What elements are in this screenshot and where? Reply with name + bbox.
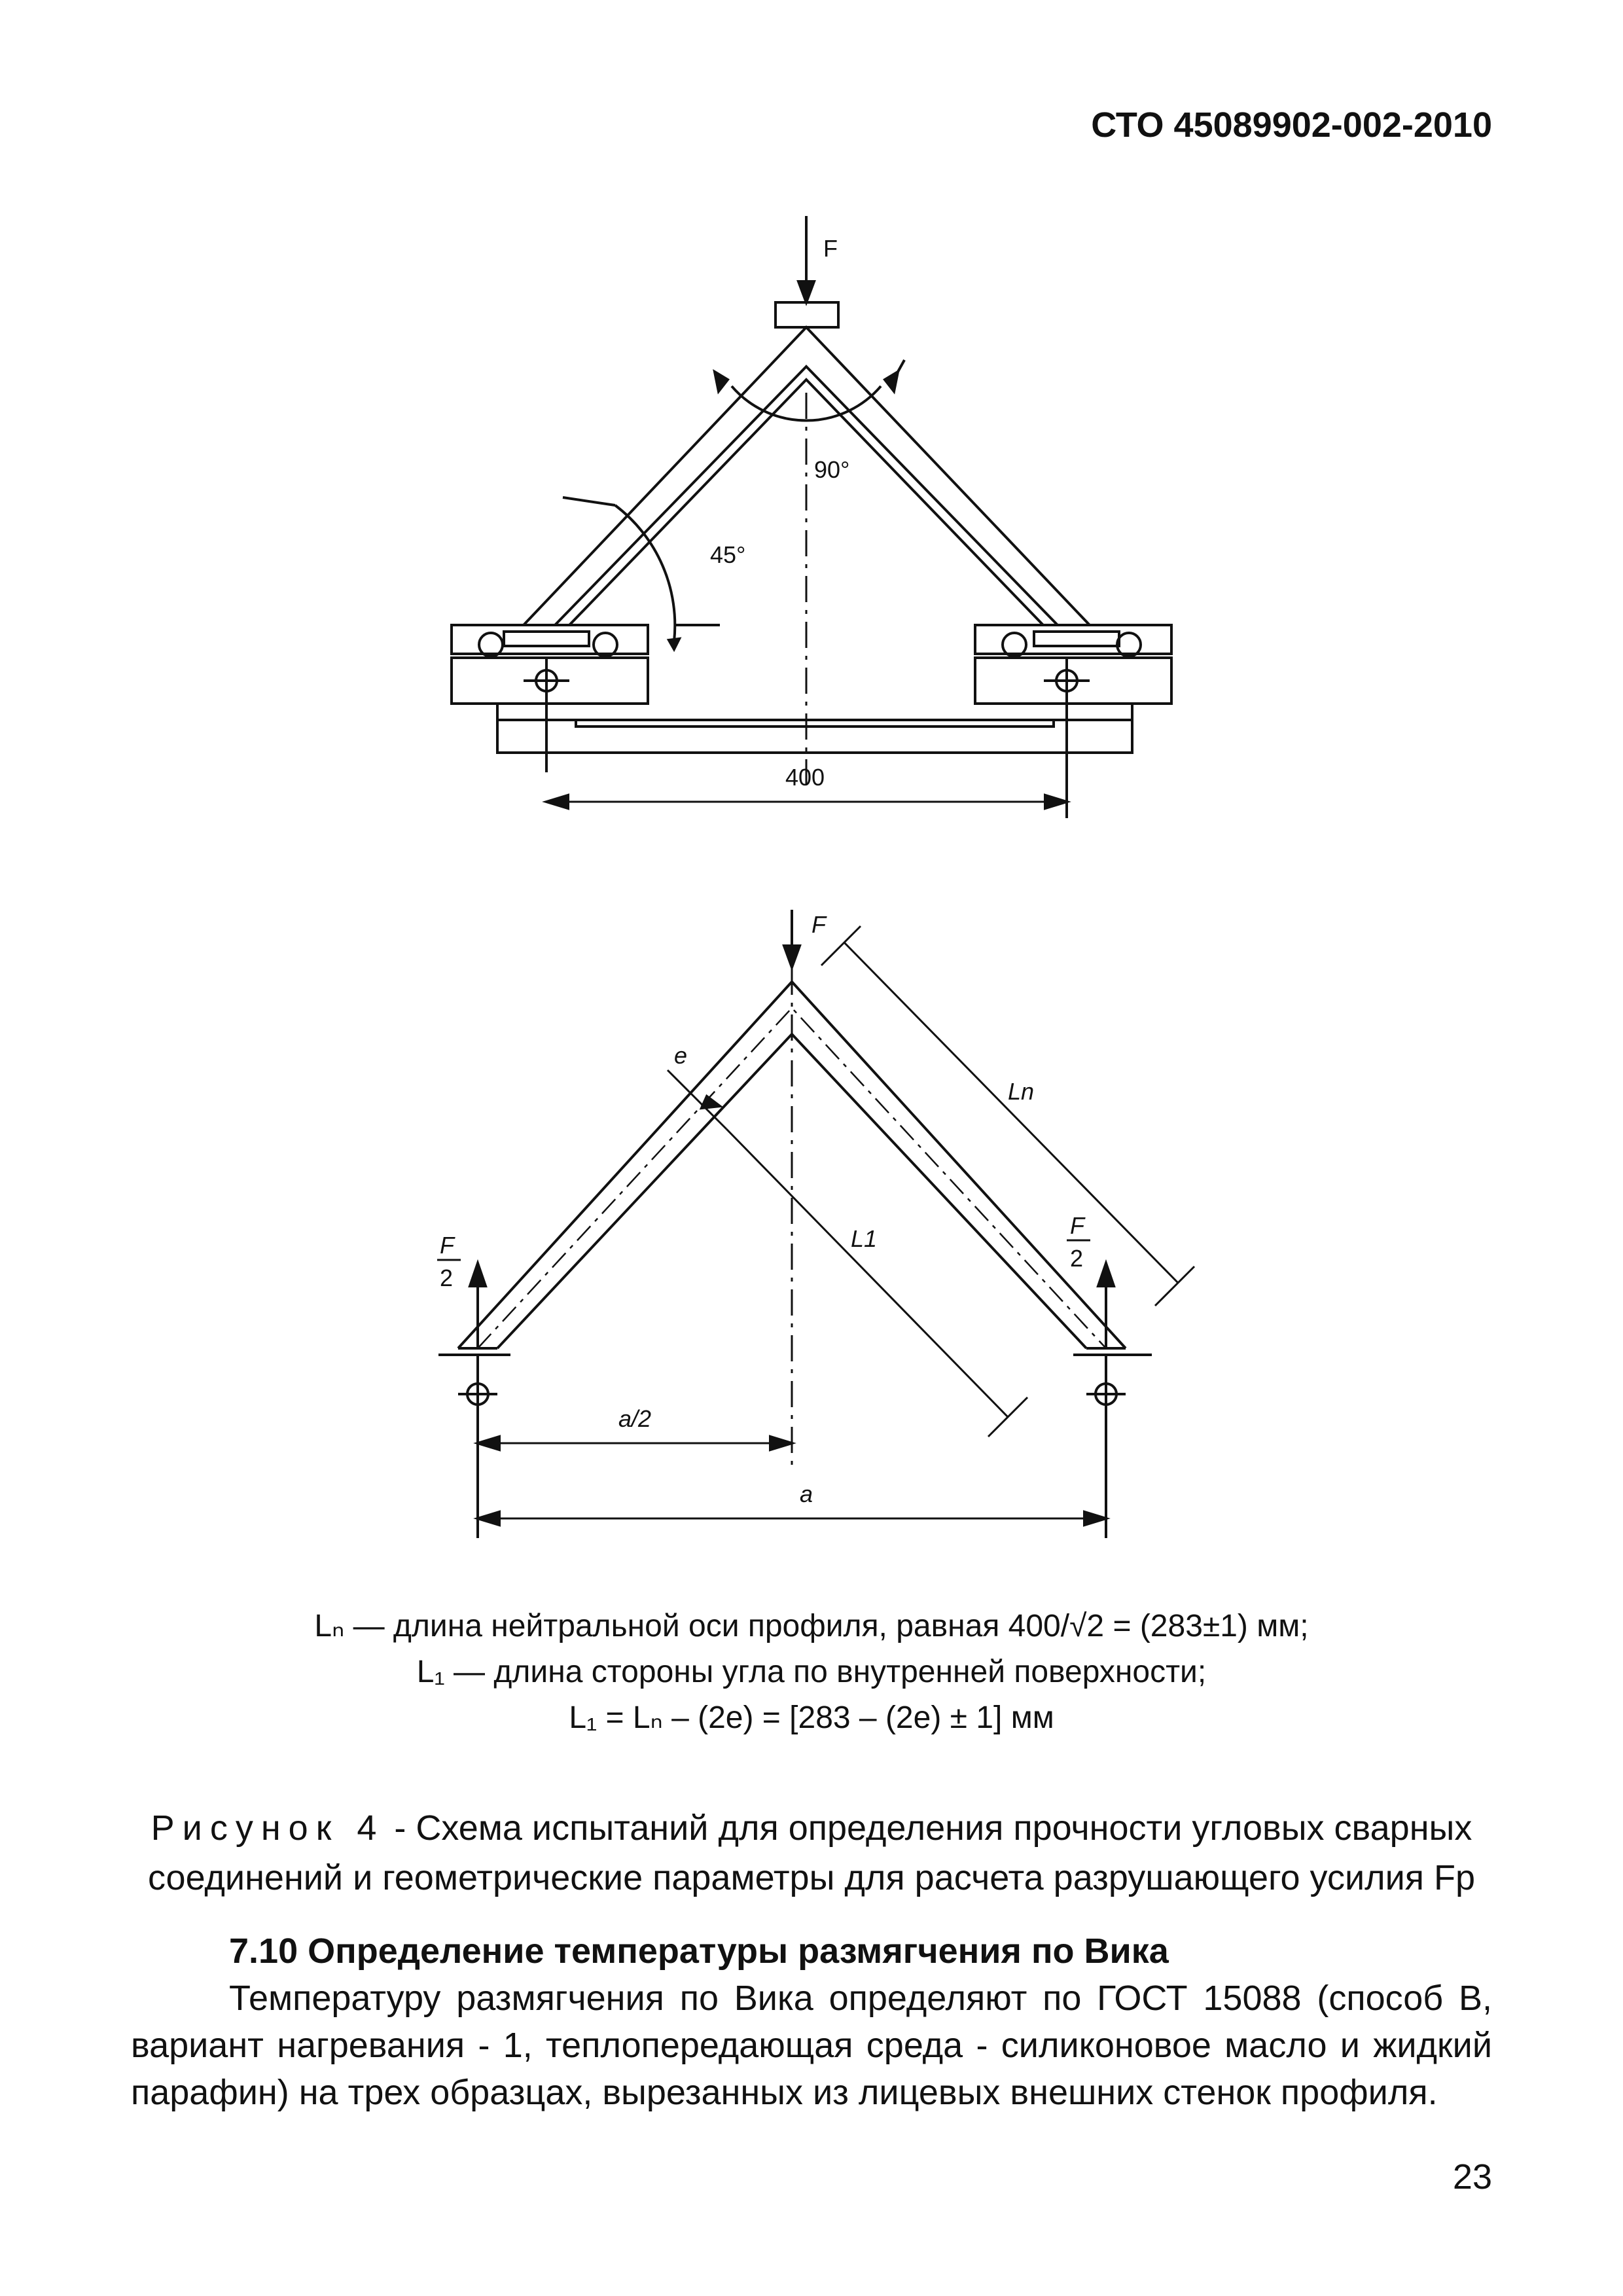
span-400-label: 400 bbox=[785, 764, 825, 791]
legend-line-inner-side: L₁ — длина стороны угла по внутренней поверхности; bbox=[416, 1655, 1207, 1689]
section-body: Температуру размягчения по Вика определяют по ГОСТ 15088 (способ В, вариант нагревания - 1, теплопередающая среда - силиконовое масло и жидкий парафин) на трех образцах, вырезанных из лицевых внешних стенок профиля. bbox=[131, 1979, 1492, 2112]
section-7-10 bbox=[131, 1928, 1492, 2116]
half-force-right-den: 2 bbox=[1070, 1245, 1084, 1272]
section-heading: 7.10 Определение температуры размягчения по Вика bbox=[229, 1931, 1169, 1971]
half-force-left-den: 2 bbox=[440, 1265, 454, 1291]
half-force-right-num: F bbox=[1070, 1212, 1084, 1239]
document-code-header: СТО 45089902-002-2010 bbox=[1091, 105, 1492, 145]
figure-caption-prefix: Рисунок 4 bbox=[151, 1808, 385, 1848]
figure-legend bbox=[0, 1604, 1623, 1741]
angle-90-label: 90° bbox=[814, 456, 850, 483]
legend-line-formula: L₁ = Lₙ – (2e) = [283 – (2e) ± 1] мм bbox=[569, 1700, 1054, 1735]
figure-caption bbox=[131, 1803, 1492, 1903]
half-span-label: a/2 bbox=[618, 1405, 652, 1432]
angle-45-label: 45° bbox=[710, 541, 746, 568]
span-label: a bbox=[800, 1480, 813, 1507]
neutral-length-label: Ln bbox=[1008, 1078, 1035, 1105]
force-label-2: F bbox=[812, 911, 826, 938]
page-number: 23 bbox=[1452, 2157, 1492, 2197]
half-force-left-num: F bbox=[440, 1232, 454, 1259]
inner-length-label: L1 bbox=[851, 1225, 878, 1252]
thickness-label: e bbox=[674, 1042, 688, 1069]
legend-line-neutral-axis: Lₙ — длина нейтральной оси профиля, равная 400/√2 = (283±1) мм; bbox=[314, 1609, 1309, 1643]
force-label: F bbox=[823, 235, 838, 262]
figure-caption-text: - Схема испытаний для определения прочности угловых сварных соединений и геометрические параметры для расчета разрушающего усилия Fр bbox=[147, 1808, 1476, 1897]
